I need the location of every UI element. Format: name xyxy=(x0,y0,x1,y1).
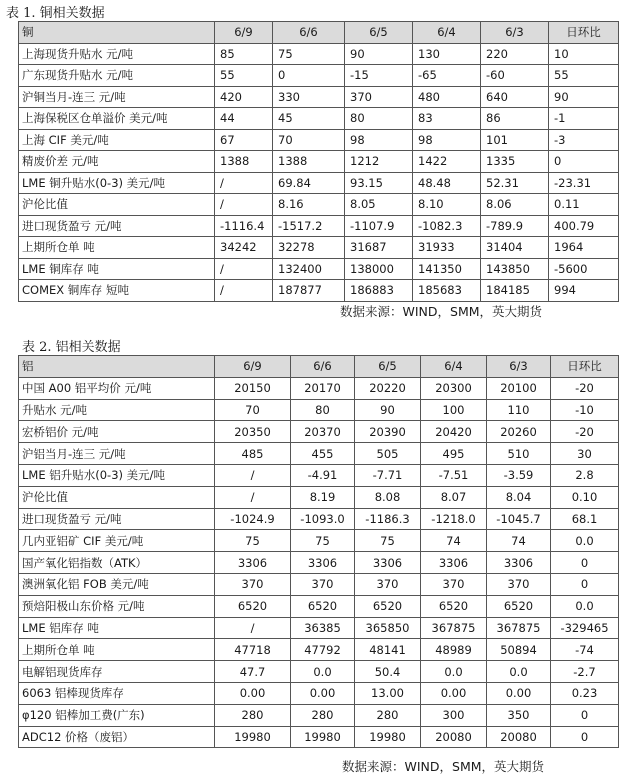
value-cell: 20150 xyxy=(215,377,291,399)
value-cell: 52.31 xyxy=(481,172,549,194)
table-row xyxy=(19,280,619,302)
table-row xyxy=(19,377,619,399)
value-cell: 45 xyxy=(273,108,345,130)
table-row xyxy=(19,65,619,87)
value-cell: 994 xyxy=(549,280,619,302)
value-cell: 370 xyxy=(487,573,551,595)
table-row xyxy=(19,486,619,508)
value-cell: 1388 xyxy=(215,151,273,173)
value-cell: 3306 xyxy=(215,552,291,574)
table-1-source: 数据来源：WIND，SMM，英大期货 xyxy=(340,304,543,319)
value-cell: / xyxy=(215,280,273,302)
value-cell: 6520 xyxy=(421,595,487,617)
row-label-cell: φ120 铝棒加工费(广东) xyxy=(19,704,215,726)
value-cell: 100 xyxy=(421,399,487,421)
value-cell: 90 xyxy=(345,43,413,65)
table-row xyxy=(19,43,619,65)
header-date-cell: 6/4 xyxy=(413,22,481,44)
value-cell: 20370 xyxy=(291,421,355,443)
row-label-cell: 上海 CIF 美元/吨 xyxy=(19,129,215,151)
value-cell: 55 xyxy=(215,65,273,87)
value-cell: 74 xyxy=(421,530,487,552)
value-cell: 1422 xyxy=(413,151,481,173)
value-cell: -20 xyxy=(551,377,619,399)
row-label-cell: 沪伦比值 xyxy=(19,194,215,216)
value-cell: 80 xyxy=(345,108,413,130)
value-cell: 187877 xyxy=(273,280,345,302)
value-cell: 75 xyxy=(291,530,355,552)
value-cell: 400.79 xyxy=(549,215,619,237)
value-cell: 365850 xyxy=(355,617,421,639)
header-date-cell: 6/5 xyxy=(355,356,421,378)
value-cell: -23.31 xyxy=(549,172,619,194)
value-cell: 75 xyxy=(215,530,291,552)
value-cell: 485 xyxy=(215,443,291,465)
value-cell: 110 xyxy=(487,399,551,421)
value-cell: 20350 xyxy=(215,421,291,443)
row-label-cell: 进口现货盈亏 元/吨 xyxy=(19,215,215,237)
table-row xyxy=(19,421,619,443)
value-cell: 0 xyxy=(551,573,619,595)
value-cell: 132400 xyxy=(273,258,345,280)
table-row xyxy=(19,443,619,465)
value-cell: 480 xyxy=(413,86,481,108)
value-cell: 30 xyxy=(551,443,619,465)
value-cell: 8.19 xyxy=(291,486,355,508)
value-cell: 44 xyxy=(215,108,273,130)
value-cell: 19980 xyxy=(215,726,291,748)
value-cell: 455 xyxy=(291,443,355,465)
value-cell: 370 xyxy=(421,573,487,595)
value-cell: 74 xyxy=(487,530,551,552)
header-date-cell: 6/9 xyxy=(215,22,273,44)
value-cell: 0.00 xyxy=(215,682,291,704)
value-cell: 75 xyxy=(355,530,421,552)
row-label-cell: 上期所仓单 吨 xyxy=(19,639,215,661)
value-cell: / xyxy=(215,258,273,280)
value-cell: 367875 xyxy=(421,617,487,639)
value-cell: -5600 xyxy=(549,258,619,280)
value-cell: -2.7 xyxy=(551,661,619,683)
table-row xyxy=(19,617,619,639)
value-cell: 0 xyxy=(551,704,619,726)
value-cell: -65 xyxy=(413,65,481,87)
value-cell: 70 xyxy=(215,399,291,421)
value-cell: 0.0 xyxy=(421,661,487,683)
row-label-cell: LME 铜升贴水(0-3) 美元/吨 xyxy=(19,172,215,194)
value-cell: 370 xyxy=(355,573,421,595)
value-cell: 1388 xyxy=(273,151,345,173)
value-cell: 50.4 xyxy=(355,661,421,683)
value-cell: 47792 xyxy=(291,639,355,661)
value-cell: 130 xyxy=(413,43,481,65)
value-cell: 8.10 xyxy=(413,194,481,216)
row-label-cell: 预焙阳极山东价格 元/吨 xyxy=(19,595,215,617)
row-label-cell: 沪伦比值 xyxy=(19,486,215,508)
row-label-cell: 进口现货盈亏 元/吨 xyxy=(19,508,215,530)
table-row xyxy=(19,151,619,173)
value-cell: 300 xyxy=(421,704,487,726)
value-cell: -15 xyxy=(345,65,413,87)
value-cell: -3 xyxy=(549,129,619,151)
value-cell: 0 xyxy=(549,151,619,173)
table-row xyxy=(19,639,619,661)
value-cell: 370 xyxy=(291,573,355,595)
value-cell: 93.15 xyxy=(345,172,413,194)
row-label-cell: 宏桥铝价 元/吨 xyxy=(19,421,215,443)
table-row xyxy=(19,194,619,216)
value-cell: -1218.0 xyxy=(421,508,487,530)
value-cell: 367875 xyxy=(487,617,551,639)
value-cell: -20 xyxy=(551,421,619,443)
table-row xyxy=(19,108,619,130)
header-date-cell: 6/9 xyxy=(215,356,291,378)
row-label-cell: ADC12 价格（废铝） xyxy=(19,726,215,748)
value-cell: 98 xyxy=(345,129,413,151)
value-cell: 640 xyxy=(481,86,549,108)
value-cell: 20220 xyxy=(355,377,421,399)
value-cell: 31687 xyxy=(345,237,413,259)
value-cell: 36385 xyxy=(291,617,355,639)
value-cell: 143850 xyxy=(481,258,549,280)
value-cell: -1116.4 xyxy=(215,215,273,237)
value-cell: 3306 xyxy=(291,552,355,574)
value-cell: 0.11 xyxy=(549,194,619,216)
value-cell: 31404 xyxy=(481,237,549,259)
value-cell: 13.00 xyxy=(355,682,421,704)
row-label-cell: 上期所仓单 吨 xyxy=(19,237,215,259)
value-cell: -60 xyxy=(481,65,549,87)
value-cell: 220 xyxy=(481,43,549,65)
table-row xyxy=(19,172,619,194)
value-cell: -7.51 xyxy=(421,464,487,486)
value-cell: 20390 xyxy=(355,421,421,443)
value-cell: 48.48 xyxy=(413,172,481,194)
table-row xyxy=(19,215,619,237)
header-row xyxy=(19,22,619,44)
table-row xyxy=(19,464,619,486)
value-cell: 20080 xyxy=(421,726,487,748)
value-cell: 8.04 xyxy=(487,486,551,508)
value-cell: 1212 xyxy=(345,151,413,173)
table-row xyxy=(19,661,619,683)
value-cell: 32278 xyxy=(273,237,345,259)
table-row xyxy=(19,399,619,421)
value-cell: 370 xyxy=(345,86,413,108)
value-cell: 68.1 xyxy=(551,508,619,530)
header-row xyxy=(19,356,619,378)
value-cell: 0.0 xyxy=(291,661,355,683)
value-cell: -3.59 xyxy=(487,464,551,486)
table-row xyxy=(19,595,619,617)
value-cell: 47718 xyxy=(215,639,291,661)
value-cell: -1082.3 xyxy=(413,215,481,237)
row-label-cell: 国产氧化铝指数（ATK） xyxy=(19,552,215,574)
value-cell: 186883 xyxy=(345,280,413,302)
value-cell: 86 xyxy=(481,108,549,130)
header-date-cell: 6/5 xyxy=(345,22,413,44)
row-label-cell: 沪铝当月-连三 元/吨 xyxy=(19,443,215,465)
value-cell: -4.91 xyxy=(291,464,355,486)
value-cell: 141350 xyxy=(413,258,481,280)
header-label-cell: 铜 xyxy=(19,22,215,44)
value-cell: 69.84 xyxy=(273,172,345,194)
value-cell: 3306 xyxy=(487,552,551,574)
table-row xyxy=(19,508,619,530)
header-date-cell: 6/3 xyxy=(487,356,551,378)
table-row xyxy=(19,682,619,704)
table-row xyxy=(19,530,619,552)
value-cell: 280 xyxy=(215,704,291,726)
row-label-cell: 6063 铝棒现货库存 xyxy=(19,682,215,704)
value-cell: 2.8 xyxy=(551,464,619,486)
value-cell: 48989 xyxy=(421,639,487,661)
value-cell: 0.10 xyxy=(551,486,619,508)
value-cell: 19980 xyxy=(291,726,355,748)
value-cell: 20080 xyxy=(487,726,551,748)
value-cell: 70 xyxy=(273,129,345,151)
value-cell: 20260 xyxy=(487,421,551,443)
header-date-cell: 6/6 xyxy=(291,356,355,378)
value-cell: 0 xyxy=(273,65,345,87)
value-cell: 505 xyxy=(355,443,421,465)
value-cell: 0.00 xyxy=(421,682,487,704)
value-cell: 0.23 xyxy=(551,682,619,704)
value-cell: 75 xyxy=(273,43,345,65)
value-cell: 185683 xyxy=(413,280,481,302)
value-cell: 8.06 xyxy=(481,194,549,216)
value-cell: 495 xyxy=(421,443,487,465)
value-cell: 420 xyxy=(215,86,273,108)
header-label-cell: 铝 xyxy=(19,356,215,378)
row-label-cell: 电解铝现货库存 xyxy=(19,661,215,683)
value-cell: -1093.0 xyxy=(291,508,355,530)
row-label-cell: 升贴水 元/吨 xyxy=(19,399,215,421)
value-cell: 280 xyxy=(355,704,421,726)
value-cell: 510 xyxy=(487,443,551,465)
value-cell: 20170 xyxy=(291,377,355,399)
value-cell: / xyxy=(215,486,291,508)
row-label-cell: 精废价差 元/吨 xyxy=(19,151,215,173)
value-cell: 6520 xyxy=(215,595,291,617)
row-label-cell: 广东现货升贴水 元/吨 xyxy=(19,65,215,87)
value-cell: / xyxy=(215,464,291,486)
row-label-cell: LME 铝库存 吨 xyxy=(19,617,215,639)
table-row xyxy=(19,86,619,108)
aluminum-table xyxy=(18,355,619,748)
value-cell: 47.7 xyxy=(215,661,291,683)
value-cell: 0.00 xyxy=(291,682,355,704)
value-cell: -74 xyxy=(551,639,619,661)
value-cell: 8.16 xyxy=(273,194,345,216)
row-label-cell: 澳洲氧化铝 FOB 美元/吨 xyxy=(19,573,215,595)
value-cell: 8.08 xyxy=(355,486,421,508)
value-cell: 50894 xyxy=(487,639,551,661)
value-cell: 101 xyxy=(481,129,549,151)
row-label-cell: 几内亚铝矿 CIF 美元/吨 xyxy=(19,530,215,552)
table-row xyxy=(19,258,619,280)
header-date-cell: 日环比 xyxy=(551,356,619,378)
value-cell: -1 xyxy=(549,108,619,130)
header-date-cell: 6/4 xyxy=(421,356,487,378)
value-cell: 8.05 xyxy=(345,194,413,216)
value-cell: -10 xyxy=(551,399,619,421)
table-row xyxy=(19,129,619,151)
value-cell: -1024.9 xyxy=(215,508,291,530)
value-cell: 350 xyxy=(487,704,551,726)
value-cell: 3306 xyxy=(355,552,421,574)
value-cell: 0.0 xyxy=(551,530,619,552)
value-cell: 1964 xyxy=(549,237,619,259)
value-cell: 10 xyxy=(549,43,619,65)
table-row xyxy=(19,704,619,726)
row-label-cell: 沪铜当月-连三 元/吨 xyxy=(19,86,215,108)
value-cell: 3306 xyxy=(421,552,487,574)
value-cell: 19980 xyxy=(355,726,421,748)
value-cell: 55 xyxy=(549,65,619,87)
value-cell: 48141 xyxy=(355,639,421,661)
value-cell: -789.9 xyxy=(481,215,549,237)
value-cell: -1517.2 xyxy=(273,215,345,237)
value-cell: 90 xyxy=(549,86,619,108)
value-cell: 67 xyxy=(215,129,273,151)
row-label-cell: 中国 A00 铝平均价 元/吨 xyxy=(19,377,215,399)
value-cell: 6520 xyxy=(487,595,551,617)
value-cell: 0.0 xyxy=(487,661,551,683)
row-label-cell: LME 铜库存 吨 xyxy=(19,258,215,280)
row-label-cell: 上海保税区仓单溢价 美元/吨 xyxy=(19,108,215,130)
value-cell: / xyxy=(215,172,273,194)
value-cell: -1107.9 xyxy=(345,215,413,237)
table-row xyxy=(19,237,619,259)
value-cell: -1186.3 xyxy=(355,508,421,530)
table-1-caption: 表 1. 铜相关数据 xyxy=(6,6,105,21)
row-label-cell: 上海现货升贴水 元/吨 xyxy=(19,43,215,65)
table-row xyxy=(19,552,619,574)
value-cell: 138000 xyxy=(345,258,413,280)
value-cell: 34242 xyxy=(215,237,273,259)
value-cell: 98 xyxy=(413,129,481,151)
value-cell: 370 xyxy=(215,573,291,595)
value-cell: 90 xyxy=(355,399,421,421)
value-cell: 85 xyxy=(215,43,273,65)
value-cell: 0 xyxy=(551,726,619,748)
value-cell: 0.00 xyxy=(487,682,551,704)
value-cell: 330 xyxy=(273,86,345,108)
table-row xyxy=(19,726,619,748)
value-cell: 20420 xyxy=(421,421,487,443)
value-cell: 20100 xyxy=(487,377,551,399)
value-cell: -1045.7 xyxy=(487,508,551,530)
value-cell: 280 xyxy=(291,704,355,726)
value-cell: 31933 xyxy=(413,237,481,259)
value-cell: 1335 xyxy=(481,151,549,173)
value-cell: -7.71 xyxy=(355,464,421,486)
value-cell: 8.07 xyxy=(421,486,487,508)
value-cell: 80 xyxy=(291,399,355,421)
value-cell: 20300 xyxy=(421,377,487,399)
value-cell: 0.0 xyxy=(551,595,619,617)
row-label-cell: LME 铝升贴水(0-3) 美元/吨 xyxy=(19,464,215,486)
value-cell: 6520 xyxy=(291,595,355,617)
header-date-cell: 6/6 xyxy=(273,22,345,44)
row-label-cell: COMEX 铜库存 短吨 xyxy=(19,280,215,302)
value-cell: / xyxy=(215,617,291,639)
value-cell: 0 xyxy=(551,552,619,574)
value-cell: -329465 xyxy=(551,617,619,639)
value-cell: 83 xyxy=(413,108,481,130)
value-cell: 6520 xyxy=(355,595,421,617)
table-2-caption: 表 2. 铝相关数据 xyxy=(22,340,121,355)
value-cell: / xyxy=(215,194,273,216)
table-2-source: 数据来源：WIND，SMM，英大期货 xyxy=(342,759,545,774)
header-date-cell: 6/3 xyxy=(481,22,549,44)
table-row xyxy=(19,573,619,595)
value-cell: 184185 xyxy=(481,280,549,302)
copper-table xyxy=(18,21,619,302)
header-date-cell: 日环比 xyxy=(549,22,619,44)
